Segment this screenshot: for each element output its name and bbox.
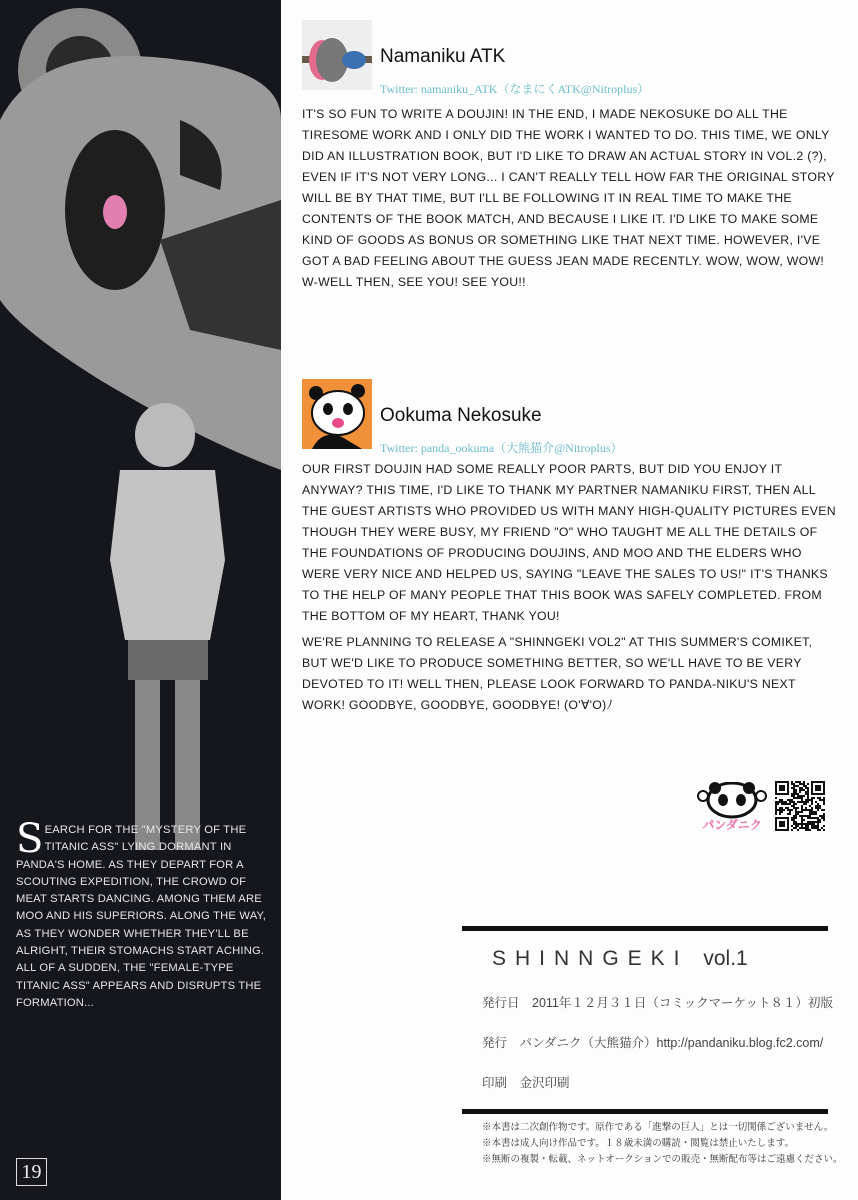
message-paragraph: WE'RE PLANNING TO RELEASE A "SHINNGEKI VOL2" AT THIS SUMMER'S COMIKET, BUT WE'D LIKE TO PRODUCE SOMETHING BETTER, SO WE'LL HAVE TO BE VERY DEVOTED TO IT! WELL THEN, PLEASE LOOK FORWARD TO PANDA-NIKU'S NEXT WORK! GOODBYE, GOODBYE, GOODBYE! (O'∀'O)ﾉ <box>302 635 813 712</box>
synopsis-text <box>16 816 274 1012</box>
figure-head <box>135 403 195 467</box>
divider <box>462 926 828 931</box>
printer: 印刷 金沢印刷 <box>482 1076 570 1090</box>
page-number: 19 <box>16 1158 47 1186</box>
divider <box>462 1109 828 1114</box>
drop-cap: S <box>16 816 44 862</box>
message-paragraph: IT'S SO FUN TO WRITE A DOUJIN! IN THE END, I MADE NEKOSUKE DO ALL THE TIRESOME WORK AND I ONLY DID THE WORK I WANTED TO DO. THIS TIME, WE ONLY DID AN ILLUSTRATION BOOK, BUT I'D LIKE TO DRAW AN ACTUAL STORY IN VOL.2 (?), EVEN IF IT'S NOT VERY LONG... I CAN'T REALLY TELL HOW FAR THE ORIGINAL STORY WILL BE BY THAT TIME, BUT I'LL BE FOLLOWING IT IN REAL TIME TO MAKE THE CONTENTS OF THE BOOK MATCH, AND BECAUSE I LIKE IT. I'D LIKE TO MAKE SOME KIND OF GOODS AS BONUS OR SOMETHING LIKE THAT NEXT TIME. HOWEVER, I'VE GOT A BAD FEELING ABOUT THE GUESS JEAN MADE RECENTLY. WOW, WOW, WOW! W-WELL THEN, SEE YOU! SEE YOU!! <box>302 107 835 289</box>
note: ※本書は成人向け作品です。１８歳未満の購読・閲覧は禁止いたします。 <box>482 1138 794 1149</box>
pandaniku-logo <box>697 782 767 837</box>
figure-body <box>110 470 225 640</box>
message-paragraph: OUR FIRST DOUJIN HAD SOME REALLY POOR PARTS, BUT DID YOU ENJOY IT ANYWAY? THIS TIME, I'D LIKE TO THANK MY PARTNER NAMANIKU FIRST, THEN ALL THE GUEST ARTISTS WHO PROVIDED US WITH MANY HIGH-QUALITY PICTURES EVEN THOUGH THEY WERE BUSY, MY FRIEND "O" WHO TAUGHT ME ALL THE DETAILS OF THE FOUNDATIONS OF PRODUCING DOUJINS, AND MOO AND THE ELDERS WHO WERE VERY NICE AND HELPED US, SAYING "LEAVE THE SALES TO US!" IT'S THANKS TO THE HELP OF MANY PEOPLE THAT THIS BOOK WAS SAFELY COMPLETED. FROM THE BOTTOM OF MY HEART, THANK YOU! <box>302 462 836 623</box>
synopsis-body: EARCH FOR THE "MYSTERY OF THE TITANIC ASS" LYING DORMANT IN PANDA'S HOME. AS THEY DEPART FOR A SCOUTING EXPEDITION, THE CROWD OF MEAT STARTS DANCING. AMONG THEM ARE MOO AND HIS SUPERIORS. ALONG THE WAY, AS THEY WONDER WHETHER THEY'LL BE ALRIGHT, THEIR STOMACHS START ACHING. ALL OF A SUDDEN, THE "FEMALE-TYPE TITANIC ASS" APPEARS AND DISRUPTS THE FORMATION... <box>16 824 267 1009</box>
illustration-panel <box>0 0 281 1200</box>
book-title: SHINNGEKI vol.1 <box>492 947 748 970</box>
twitter-handle: Twitter: panda_ookuma（大熊猫介@Nitroplus） <box>380 441 623 455</box>
namaniku-message <box>302 104 838 293</box>
bear-eye <box>103 195 127 229</box>
note: ※本書は二次創作物です。原作である「進撃の巨人」とは一切関係ございません。 <box>482 1122 834 1133</box>
namaniku-avatar <box>302 20 372 90</box>
ookuma-message <box>302 459 838 716</box>
publish-date: 発行日 2011年１２月３１日（コミックマーケット８１）初版 <box>482 996 834 1010</box>
note: ※無断の複製・転載、ネットオークションでの販売・無断配布等はご遠慮ください。 <box>482 1154 843 1165</box>
volume-label: vol.1 <box>703 947 748 970</box>
publisher: 発行 パンダニク（大熊猫介）http://pandaniku.blog.fc2.com/ <box>482 1036 824 1050</box>
colophon <box>462 926 843 1168</box>
qr-code <box>775 780 825 832</box>
ookuma-avatar <box>302 379 372 449</box>
twitter-handle: Twitter: namaniku_ATK（なまにくATK@Nitroplus） <box>380 82 650 96</box>
author-name: Ookuma Nekosuke <box>380 405 542 426</box>
svg-text:パンダニク: パンダニク <box>702 818 762 832</box>
author-name: Namaniku ATK <box>380 46 506 67</box>
panda-figure-illustration <box>0 0 281 1200</box>
